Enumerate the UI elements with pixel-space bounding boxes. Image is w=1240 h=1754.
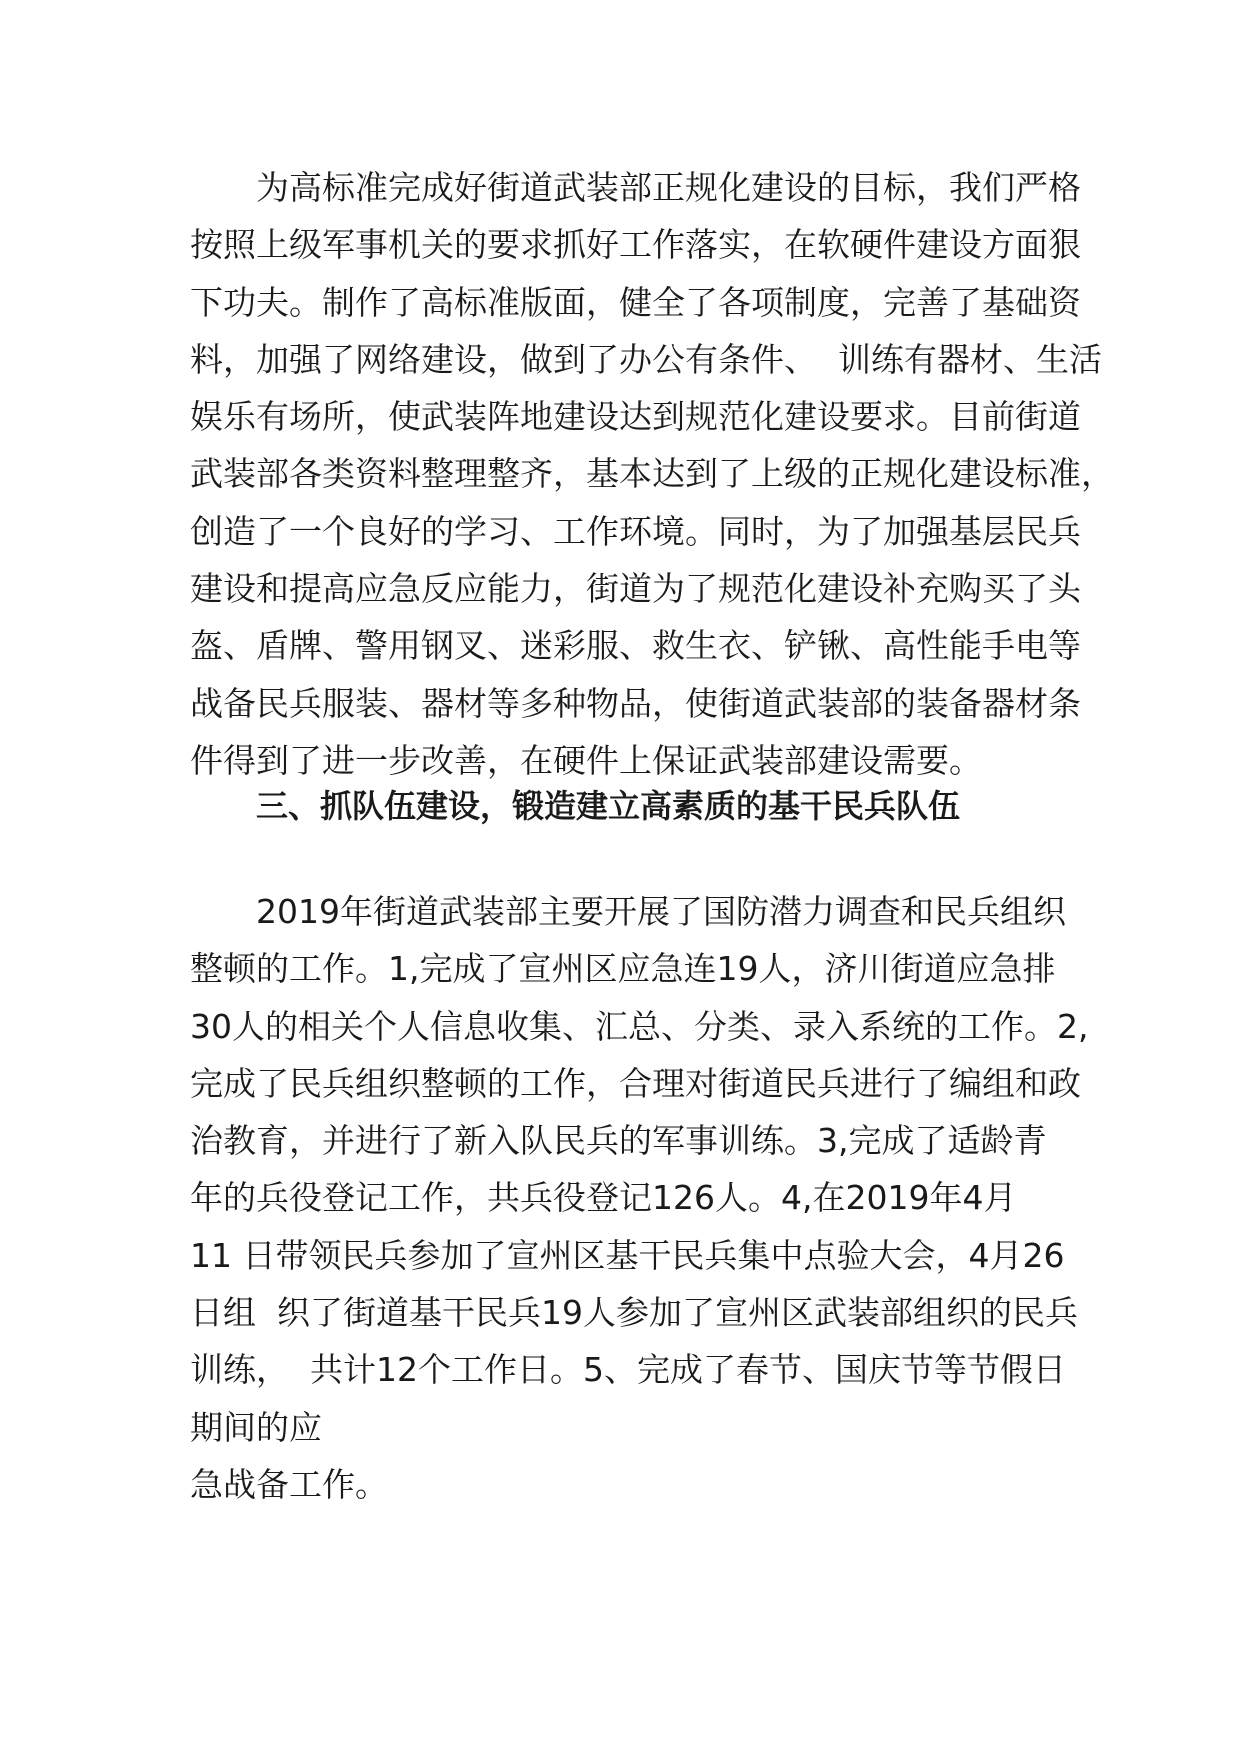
paragraph-line: 件得到了进一步改善，在硬件上保证武装部建设需要。: [190, 740, 982, 780]
paragraph-line: 治教育，并进行了新入队民兵的军事训练。3,完成了适龄青: [190, 1121, 1047, 1161]
paragraph-line: 盔、盾牌、警用钢叉、迷彩服、救生衣、铲锹、高性能手电等: [190, 626, 1081, 666]
paragraph-line: 战备民兵服装、器材等多种物品，使街道武装部的装备器材条: [190, 683, 1081, 723]
section-heading: [190, 778, 1080, 835]
paragraph-line: 下功夫。制作了高标准版面，健全了各项制度，完善了基础资: [190, 282, 1081, 322]
paragraph-line: 年的兵役登记工作，共兵役登记126人。4,在2019年4月: [190, 1178, 1017, 1218]
paragraph-line: 按照上级军事机关的要求抓好工作落实，在软硬件建设方面狠: [190, 225, 1081, 265]
paragraph-line: 娱乐有场所，使武装阵地建设达到规范化建设要求。目前街道: [190, 397, 1081, 437]
paragraph-line: 期间的应: [190, 1407, 322, 1447]
paragraph-line: 11 日带领民兵参加了宣州区基干民兵集中点验大会，4月26: [190, 1235, 1065, 1275]
paragraph-line: 创造了一个良好的学习、工作环境。同时，为了加强基层民兵: [190, 511, 1081, 551]
paragraph-line: 2019年街道武装部主要开展了国防潜力调查和民兵组织: [256, 892, 1066, 931]
paragraph-line: 急战备工作。: [190, 1464, 388, 1504]
paragraph-line: 30人的相关个人信息收集、汇总、分类、录入系统的工作。2,: [190, 1006, 1089, 1046]
paragraph-equipment-construction: [190, 159, 1114, 789]
paragraph-line: 完成了民兵组织整顿的工作，合理对街道民兵进行了编组和政: [190, 1063, 1081, 1103]
paragraph-militia-work: [190, 883, 1089, 1513]
paragraph-line: 日组 织了街道基干民兵19人参加了宣州区武装部组织的民兵: [190, 1293, 1078, 1333]
paragraph-line: 建设和提高应急反应能力，街道为了规范化建设补充购买了头: [190, 569, 1081, 609]
paragraph-line: 料，加强了网络建设，做到了办公有条件、 训练有器材、生活: [190, 339, 1102, 379]
paragraph-line: 整顿的工作。1,完成了宣州区应急连19人，济川街道应急排: [190, 949, 1056, 989]
paragraph-line: 训练， 共计12个工作日。5、完成了春节、国庆节等节假日: [190, 1350, 1066, 1390]
paragraph-line: 为高标准完成好街道武装部正规化建设的目标，我们严格: [256, 168, 1081, 207]
paragraph-line: 武装部各类资料整理整齐，基本达到了上级的正规化建设标准，: [190, 454, 1114, 494]
section-heading-text: 三、抓队伍建设，锻造建立高素质的基干民兵队伍: [256, 787, 961, 825]
